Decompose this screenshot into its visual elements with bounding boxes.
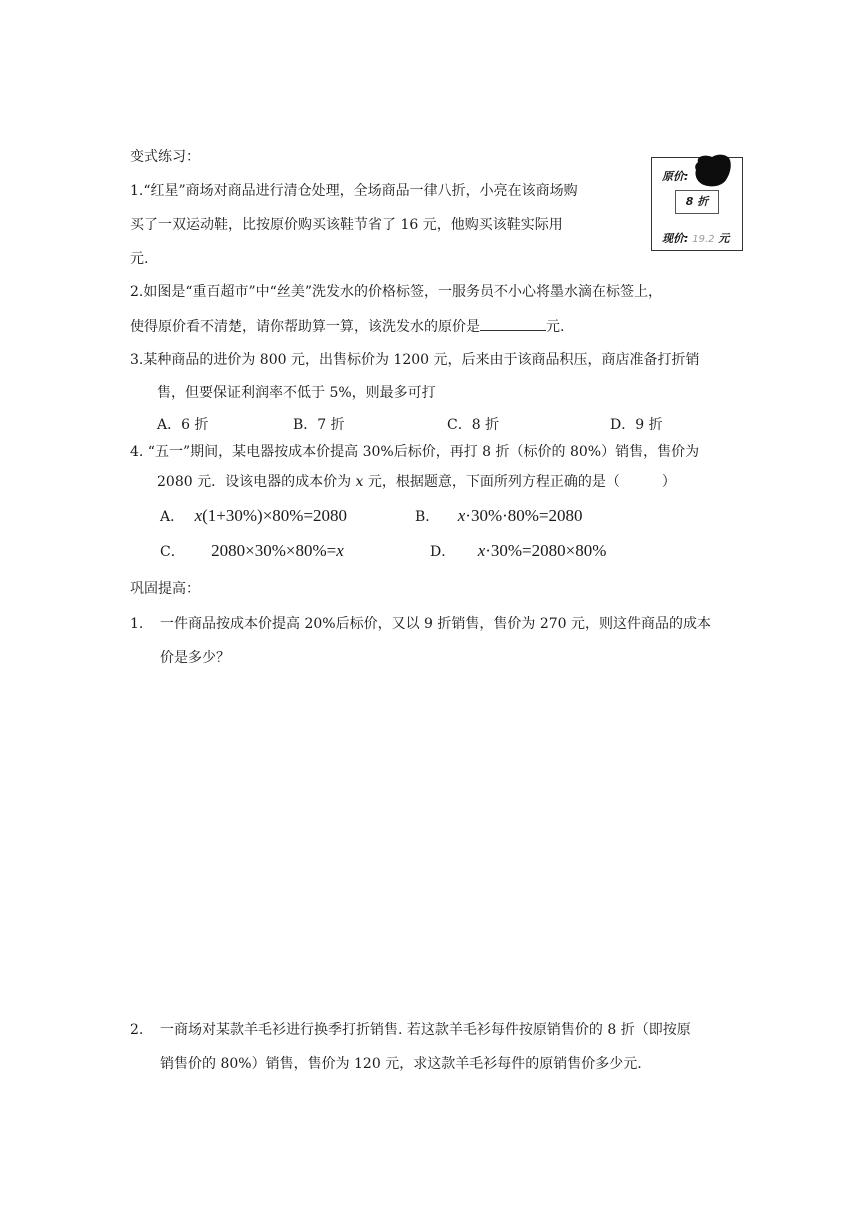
q2-line1: 2.如图是“重百超市”中“丝美”洗发水的价格标签，一服务员不小心将墨水滴在标签上， bbox=[130, 284, 662, 300]
q4-line1: 4. “五一”期间，某电器按成本价提高 30%后标价，再打 8 折（标价的 80%）销售，售价为 bbox=[130, 444, 700, 460]
p2-number: 2. bbox=[130, 1022, 144, 1038]
q1-line3: 元. bbox=[130, 251, 149, 267]
answer-blank bbox=[480, 316, 546, 331]
q1-line1: 1.“红星”商场对商品进行清仓处理，全场商品一律八折，小亮在该商场购 bbox=[130, 183, 578, 199]
q3-line2: 售，但要保证利润率不低于 5%，则最多可打 bbox=[157, 385, 436, 401]
q4-option-a: A． x(1+30%)×80%=2080 bbox=[160, 506, 348, 525]
price-tag-original-label: 原价: bbox=[662, 170, 689, 183]
price-tag-figure bbox=[651, 157, 743, 251]
q3-option-b: B．7 折 bbox=[293, 417, 345, 433]
price-tag-current-label: 现价: 19.2 元 bbox=[662, 232, 730, 245]
p2-line2: 销售价的 80%）销售，售价为 120 元，求这款羊毛衫每件的原销售价多少元. bbox=[160, 1056, 642, 1072]
p1-line2: 价是多少？ bbox=[160, 650, 230, 666]
ink-blot-icon bbox=[692, 152, 732, 188]
q2-line2: 使得原价看不清楚，请你帮助算一算，该洗发水的原价是 元. bbox=[130, 316, 564, 337]
q4-option-c: C． 2080×30%×80%=x bbox=[160, 541, 344, 560]
q4-option-d: D． x·30%=2080×80% bbox=[430, 541, 607, 560]
q1-line2: 买了一双运动鞋，比按原价购买该鞋节省了 16 元，他购买该鞋实际用 bbox=[130, 217, 563, 233]
price-tag-discount: 8 折 bbox=[675, 190, 719, 214]
q4-option-b: B． x·30%·80%=2080 bbox=[415, 506, 583, 525]
price-tag-current-value: 19.2 bbox=[692, 234, 715, 245]
p1-line1: 一件商品按成本价提高 20%后标价，又以 9 折销售，售价为 270 元，则这件商品的成本 bbox=[160, 616, 711, 632]
q3-option-d: D．9 折 bbox=[610, 417, 663, 433]
q3-option-a: A．6 折 bbox=[157, 417, 209, 433]
q3-option-c: C．8 折 bbox=[447, 417, 500, 433]
section-heading-variant-practice: 变式练习： bbox=[130, 149, 200, 165]
q3-line1: 3.某种商品的进价为 800 元，出售标价为 1200 元，后来由于该商品积压，商店准备打折销 bbox=[130, 352, 700, 368]
q4-line2: 2080 元．设该电器的成本价为 x 元，根据题意，下面所列方程正确的是（ ） bbox=[157, 474, 676, 490]
p2-line1: 一商场对某款羊毛衫进行换季打折销售. 若这款羊毛衫每件按原销售价的 8 折（即按原 bbox=[160, 1022, 691, 1038]
section-heading-consolidation: 巩固提高： bbox=[130, 581, 200, 597]
p1-number: 1. bbox=[130, 616, 144, 632]
